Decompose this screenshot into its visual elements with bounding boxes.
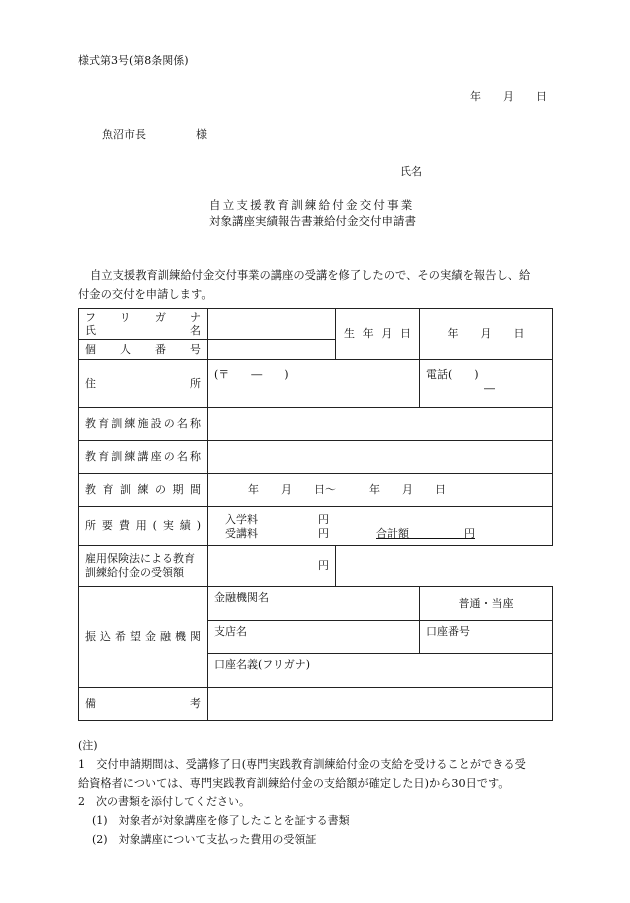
insurance-amount-field[interactable]: 円 — [208, 546, 336, 587]
addressee: 魚沼市長 — [102, 128, 146, 141]
tuition-yen: 円 — [318, 527, 329, 540]
course-label: 教育訓練講座の名称 — [79, 441, 208, 474]
furigana-label: フリガナ — [85, 311, 201, 325]
attachment-item1: (1) 対象者が対象講座を修了したことを証する書類 — [92, 814, 350, 827]
facility-name-field[interactable] — [208, 408, 553, 441]
facility-label: 教育訓練施設の名称 — [79, 408, 208, 441]
bank-section-label: 振込希望金融機関 — [79, 587, 208, 688]
birth-date-field[interactable]: 年 月 日 — [420, 309, 553, 360]
birth-label: 生年月日 — [336, 309, 420, 360]
intro-line1: 自立支援教育訓練給付金交付事業の講座の受講を修了したので、その実績を報告し、給 — [90, 269, 531, 282]
name-input-cell[interactable] — [208, 309, 336, 360]
tuition-fee-label: 受講料 — [225, 527, 258, 540]
furigana-name-label-cell — [79, 309, 208, 340]
phone-dash: ― — [484, 382, 495, 395]
account-number-label: 口座番号 — [426, 625, 470, 638]
applicant-name-label: 氏名 — [400, 165, 422, 178]
document-title-line1: 自立支援教育訓練給付金交付事業 — [209, 198, 415, 212]
account-type-field[interactable]: 普通・当座 — [420, 587, 553, 621]
personal-number-field[interactable] — [208, 340, 335, 359]
insurance-blank-area — [336, 546, 553, 587]
personal-number-label: 個人番号 — [79, 340, 208, 360]
notes-heading: (注) — [78, 739, 98, 752]
application-form-table — [78, 308, 553, 721]
remarks-field[interactable] — [208, 688, 553, 721]
total-amount-label: 合計額 円 — [376, 527, 475, 540]
furigana-name-field[interactable] — [208, 309, 335, 340]
document-title-line2: 対象講座実績報告書兼給付金交付申請書 — [209, 214, 416, 228]
insurance-label: 雇用保険法による教育訓練給付金の受領額 — [79, 546, 208, 587]
address-label: 住所 — [79, 360, 208, 408]
name-label: 氏名 — [85, 324, 201, 338]
attachment-item2: (2) 対象講座について支払った費用の受領証 — [92, 833, 317, 846]
cost-field[interactable] — [208, 507, 553, 546]
account-number-field[interactable] — [420, 621, 553, 654]
admission-yen: 円 — [318, 513, 329, 526]
bank-name-label: 金融機関名 — [214, 591, 269, 604]
date-line: 年 月 日 — [470, 90, 547, 103]
account-holder-label: 口座名義(フリガナ) — [214, 658, 311, 671]
branch-name-label: 支店名 — [214, 625, 247, 638]
phone-field[interactable] — [420, 360, 553, 408]
branch-name-field[interactable] — [208, 621, 420, 654]
note2: 2 次の書類を添付してください。 — [78, 795, 250, 808]
cost-label: 所要費用(実績) — [79, 507, 208, 546]
note1-line1: 1 交付申請期間は、受講修了日(専門実践教育訓練給付金の支給を受けることができる受 — [78, 758, 526, 771]
intro-line2: 付金の交付を申請します。 — [78, 288, 213, 301]
note1-line2: 給資格者については、専門実践教育訓練給付金の支給額が確定した日)から30日です。 — [78, 777, 510, 790]
honorific-sama: 様 — [196, 128, 207, 141]
admission-fee-label: 入学料 — [225, 513, 258, 526]
course-name-field[interactable] — [208, 441, 553, 474]
bank-name-field[interactable] — [208, 587, 420, 621]
account-holder-field[interactable] — [208, 654, 553, 688]
phone-label: 電話( ) — [426, 368, 479, 381]
period-label: 教育訓練の期間 — [79, 474, 208, 507]
period-field[interactable]: 年 月 日～ 年 月 日 — [208, 474, 553, 507]
remarks-label: 備考 — [79, 688, 208, 721]
form-number: 様式第3号(第8条関係) — [78, 54, 189, 67]
address-field[interactable]: (〒 ― ) — [208, 360, 420, 408]
